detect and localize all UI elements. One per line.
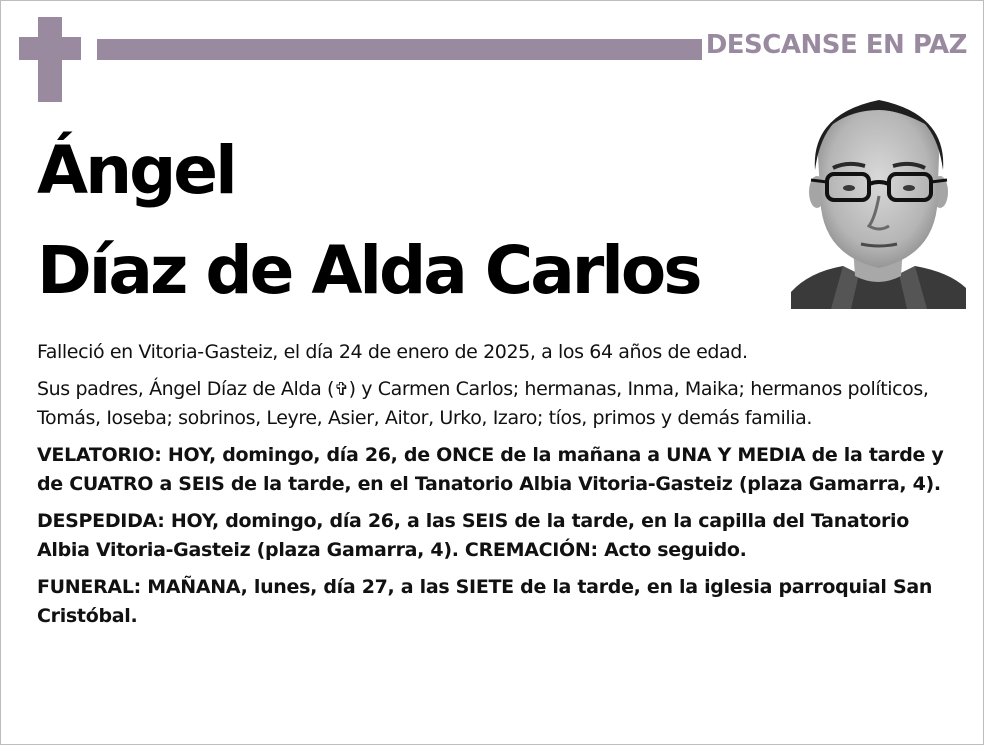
header-rule: [97, 39, 702, 60]
velatorio-paragraph: VELATORIO: HOY, domingo, día 26, de ONCE de la mañana a UNA Y MEDIA de la tarde y de CUATRO a SEIS de la tarde, en el Tanatorio Albia Vitoria-Gasteiz (plaza Gamarra, 4).: [37, 444, 944, 495]
deceased-surnames: Díaz de Alda Carlos: [37, 232, 700, 309]
family-text-start: Sus padres, Ángel Díaz de Alda (: [37, 378, 334, 400]
family-text-end: ) y Carmen Carlos; hermanas, Inma, Maika; hermanos políticos, Tomás, Ioseba; sobrinos, Leyre, Asier, Aitor, Urko, Izaro; tíos, primos y demás familia.: [37, 378, 929, 429]
obituary-body: [37, 338, 952, 639]
header-label: DESCANSE EN PAZ: [705, 30, 967, 60]
deceased-first-name: Ángel: [37, 132, 235, 209]
cross-horizontal-bar: [19, 37, 81, 60]
funeral-paragraph: FUNERAL: MAÑANA, lunes, día 27, a las SIETE de la tarde, en la iglesia parroquial San Cristóbal.: [37, 576, 933, 627]
portrait-photo: [791, 96, 966, 309]
death-paragraph: Falleció en Vitoria-Gasteiz, el día 24 de enero de 2025, a los 64 años de edad.: [37, 341, 748, 363]
small-cross-icon: ✞: [333, 379, 349, 400]
despedida-paragraph: DESPEDIDA: HOY, domingo, día 26, a las SEIS de la tarde, en la capilla del Tanatorio Albia Vitoria-Gasteiz (plaza Gamarra, 4). CREMACIÓN: Acto seguido.: [37, 510, 910, 561]
portrait-illustration: [791, 96, 966, 309]
family-paragraph: [37, 375, 952, 433]
